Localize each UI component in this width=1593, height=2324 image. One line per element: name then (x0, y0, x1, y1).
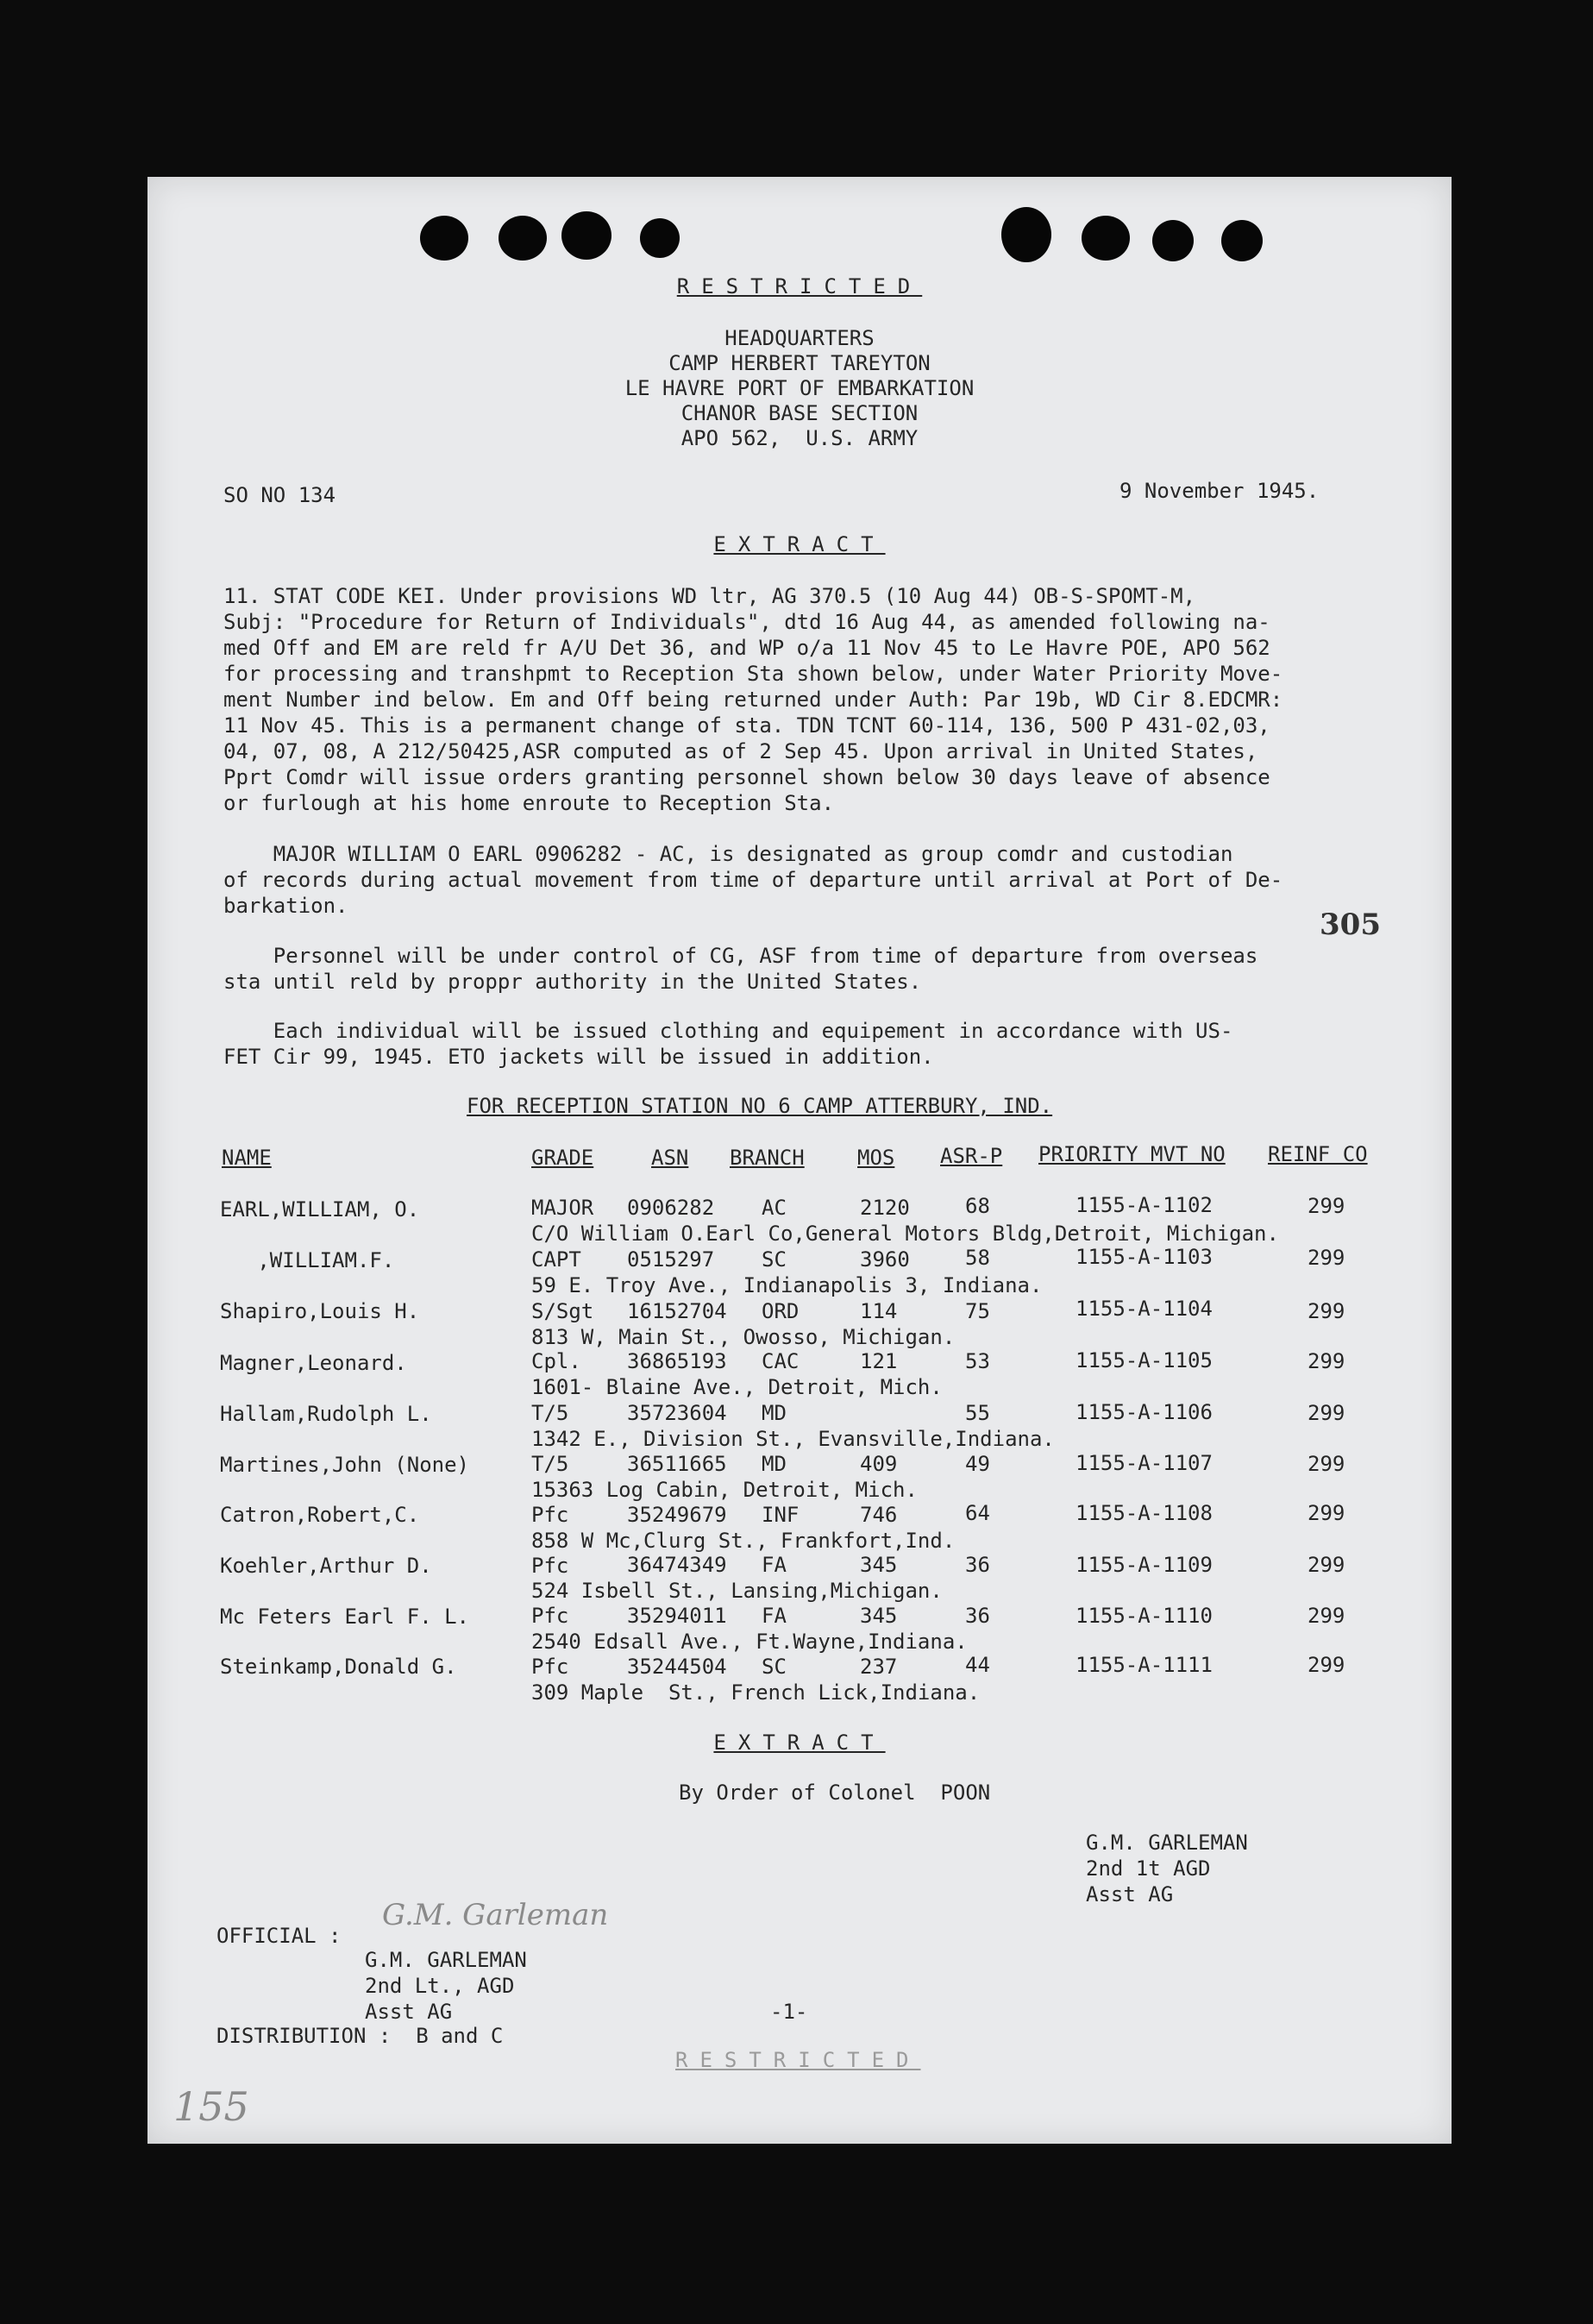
paragraph-line: for processing and transhpmt to Reception Sta shown below, under Water Priority Move- (223, 662, 1283, 686)
classification-bottom: RESTRICTED (675, 2048, 921, 2072)
official-line: 2nd Lt., AGD (365, 1974, 515, 1998)
punch-hole (1001, 207, 1051, 262)
cell-mos: 114 (860, 1299, 898, 1323)
cell-reinf: 299 (1308, 1604, 1345, 1628)
classification-top: RESTRICTED (676, 274, 923, 298)
punch-hole (1082, 216, 1130, 261)
cell-mos: 237 (860, 1655, 898, 1679)
official-line: G.M. GARLEMAN (365, 1948, 527, 1972)
punch-hole (1152, 220, 1194, 261)
hq-line: LE HAVRE PORT OF EMBARKATION (624, 376, 975, 400)
cell-address: 59 E. Troy Ave., Indianapolis 3, Indiana. (531, 1273, 1043, 1297)
cell-branch: FA (762, 1553, 787, 1577)
column-header: BRANCH (730, 1146, 805, 1170)
cell-grade: T/5 (531, 1401, 569, 1425)
cell-asn: 35249679 (627, 1503, 727, 1527)
cell-reinf: 299 (1308, 1653, 1345, 1677)
signer-line: Asst AG (1086, 1882, 1174, 1906)
by-order: By Order of Colonel POON (679, 1781, 991, 1805)
cell-branch: MD (762, 1452, 787, 1476)
punch-hole (499, 216, 547, 261)
cell-name: Steinkamp,Donald G. (220, 1655, 457, 1679)
punch-hole (640, 218, 680, 258)
cell-asr: 36 (965, 1604, 990, 1628)
cell-asr: 53 (965, 1349, 990, 1373)
cell-asr: 75 (965, 1299, 990, 1323)
cell-address: 15363 Log Cabin, Detroit, Mich. (531, 1478, 918, 1502)
cell-asn: 35244504 (627, 1655, 727, 1679)
cell-branch: INF (762, 1503, 800, 1527)
paragraph-line: med Off and EM are reld fr A/U Det 36, and WP o/a 11 Nov 45 to Le Havre POE, APO 562 (223, 636, 1270, 660)
paragraph-line: 11. STAT CODE KEI. Under provisions WD ltr, AG 370.5 (10 Aug 44) OB-S-SPOMT-M, (223, 584, 1196, 608)
reception-heading: FOR RECEPTION STATION NO 6 CAMP ATTERBURY, IND. (467, 1094, 1053, 1118)
cell-grade: MAJOR (531, 1196, 594, 1220)
cell-asn: 36865193 (627, 1349, 727, 1373)
cell-name: Mc Feters Earl F. L. (220, 1605, 469, 1629)
paragraph-line: Pprt Comdr will issue orders granting personnel shown below 30 days leave of absence (223, 765, 1270, 789)
cell-reinf: 299 (1308, 1246, 1345, 1270)
signer-line: 2nd 1t AGD (1086, 1856, 1211, 1881)
cell-address: 524 Isbell St., Lansing,Michigan. (531, 1579, 943, 1603)
paragraph-line: 11 Nov 45. This is a permanent change of sta. TDN TCNT 60-114, 136, 500 P 431-02,03, (223, 713, 1270, 738)
page-stamp-number: 305 (1320, 908, 1381, 942)
punch-hole (561, 211, 611, 260)
cell-mvt: 1155-A-1110 (1076, 1604, 1213, 1628)
extract-title: EXTRACT (713, 532, 886, 556)
cell-branch: SC (762, 1655, 787, 1679)
column-header: ASN (651, 1146, 689, 1170)
cell-mos: 746 (860, 1503, 898, 1527)
cell-reinf: 299 (1308, 1349, 1345, 1373)
order-date: 9 November 1945. (1119, 479, 1320, 503)
cell-mvt: 1155-A-1102 (1076, 1193, 1213, 1217)
paragraph-line: Personnel will be under control of CG, ASF from time of departure from overseas (223, 944, 1258, 968)
cell-branch: MD (762, 1401, 787, 1425)
punch-hole (420, 216, 468, 261)
cell-grade: CAPT (531, 1247, 581, 1272)
cell-reinf: 299 (1308, 1194, 1345, 1218)
cell-address: 813 W, Main St., Owosso, Michigan. (531, 1325, 956, 1349)
hq-line: CAMP HERBERT TAREYTON (668, 351, 931, 375)
cell-asn: 0515297 (627, 1247, 715, 1272)
cell-mvt: 1155-A-1108 (1076, 1501, 1213, 1525)
paragraph-line: FET Cir 99, 1945. ETO jackets will be issued in addition. (223, 1045, 934, 1069)
paragraph-line: MAJOR WILLIAM O EARL 0906282 - AC, is designated as group comdr and custodian (223, 842, 1233, 866)
cell-branch: SC (762, 1247, 787, 1272)
cell-grade: Pfc (531, 1604, 569, 1628)
paragraph-line: of records during actual movement from time of departure until arrival at Port of De- (223, 868, 1283, 892)
cell-address: 309 Maple St., French Lick,Indiana. (531, 1680, 981, 1705)
cell-name: Hallam,Rudolph L. (220, 1402, 432, 1426)
cell-grade: Pfc (531, 1655, 569, 1679)
page-number: -1- (770, 2000, 808, 2024)
paragraph-line: Each individual will be issued clothing and equipement in accordance with US- (223, 1019, 1233, 1043)
column-header: MOS (857, 1146, 895, 1170)
cell-mvt: 1155-A-1111 (1076, 1653, 1213, 1677)
cell-grade: T/5 (531, 1452, 569, 1476)
column-header: PRIORITY MVT NO (1038, 1142, 1226, 1166)
cell-reinf: 299 (1308, 1401, 1345, 1425)
cell-mos: 2120 (860, 1196, 910, 1220)
official-line: Asst AG (365, 2000, 453, 2024)
cell-grade: Pfc (531, 1554, 569, 1578)
cell-mvt: 1155-A-1104 (1076, 1297, 1213, 1321)
cell-reinf: 299 (1308, 1553, 1345, 1577)
hq-line: CHANOR BASE SECTION (680, 401, 919, 425)
cell-mos: 3960 (860, 1247, 910, 1272)
cell-address: 858 W Mc,Clurg St., Frankfort,Ind. (531, 1529, 956, 1553)
column-header: REINF CO (1268, 1142, 1368, 1166)
cell-branch: CAC (762, 1349, 800, 1373)
cell-asr: 58 (965, 1246, 990, 1270)
cell-mvt: 1155-A-1109 (1076, 1553, 1213, 1577)
cell-asn: 35723604 (627, 1401, 727, 1425)
cell-asr: 36 (965, 1553, 990, 1577)
cell-mos: 409 (860, 1452, 898, 1476)
cell-asr: 44 (965, 1653, 990, 1677)
cell-mos: 345 (860, 1604, 898, 1628)
cell-asr: 55 (965, 1401, 990, 1425)
cell-reinf: 299 (1308, 1452, 1345, 1476)
cell-address: 1342 E., Division St., Evansville,Indiana. (531, 1427, 1055, 1451)
paragraph-line: 04, 07, 08, A 212/50425,ASR computed as of 2 Sep 45. Upon arrival in United States, (223, 739, 1258, 763)
cell-asn: 16152704 (627, 1299, 727, 1323)
cell-mos: 345 (860, 1553, 898, 1577)
cell-mvt: 1155-A-1105 (1076, 1348, 1213, 1372)
cell-name: EARL,WILLIAM, O. (220, 1197, 420, 1222)
cell-reinf: 299 (1308, 1299, 1345, 1323)
hq-line: HEADQUARTERS (724, 326, 875, 350)
cell-branch: ORD (762, 1299, 800, 1323)
cell-grade: Cpl. (531, 1349, 581, 1373)
cell-asr: 64 (965, 1501, 990, 1525)
punch-hole (1221, 220, 1263, 261)
cell-asr: 49 (965, 1452, 990, 1476)
cell-name: Magner,Leonard. (220, 1351, 407, 1375)
cell-name: Shapiro,Louis H. (220, 1299, 420, 1323)
cell-name: Martines,John (None) (220, 1453, 469, 1477)
column-header: NAME (222, 1146, 272, 1170)
cell-address: 2540 Edsall Ave., Ft.Wayne,Indiana. (531, 1630, 968, 1654)
cell-asn: 36511665 (627, 1452, 727, 1476)
signer-line: G.M. GARLEMAN (1086, 1831, 1248, 1855)
hq-line: APO 562, U.S. ARMY (680, 426, 919, 450)
cell-mos: 121 (860, 1349, 898, 1373)
cell-mvt: 1155-A-1107 (1076, 1451, 1213, 1475)
cell-name: Catron,Robert,C. (220, 1503, 420, 1527)
paragraph-line: sta until reld by proppr authority in the United States. (223, 970, 922, 994)
cell-name: ,WILLIAM.F. (220, 1248, 395, 1272)
paragraph-line: or furlough at his home enroute to Reception Sta. (223, 791, 835, 815)
cell-address: C/O William O.Earl Co,General Motors Bldg,Detroit, Michigan. (531, 1222, 1279, 1246)
cell-asn: 36474349 (627, 1553, 727, 1577)
cell-address: 1601- Blaine Ave., Detroit, Mich. (531, 1375, 943, 1399)
distribution: DISTRIBUTION : B and C (216, 2024, 504, 2048)
cell-mvt: 1155-A-1103 (1076, 1245, 1213, 1269)
paragraph-line: barkation. (223, 894, 348, 918)
cell-mvt: 1155-A-1106 (1076, 1400, 1213, 1424)
handwritten-number: 155 (173, 2083, 249, 2130)
official-signature: G.M. Garleman (382, 1898, 609, 1932)
cell-name: Koehler,Arthur D. (220, 1554, 432, 1578)
cell-branch: AC (762, 1196, 787, 1220)
cell-grade: S/Sgt (531, 1299, 594, 1323)
cell-asr: 68 (965, 1194, 990, 1218)
paragraph-line: ment Number ind below. Em and Off being returned under Auth: Par 19b, WD Cir 8.EDCMR: (223, 688, 1283, 712)
so-number: SO NO 134 (223, 483, 336, 507)
cell-asn: 0906282 (627, 1196, 715, 1220)
column-header: GRADE (531, 1146, 594, 1170)
official-label: OFFICIAL : (216, 1924, 342, 1948)
column-header: ASR-P (940, 1144, 1003, 1168)
document-page (147, 177, 1452, 2144)
paragraph-line: Subj: "Procedure for Return of Individuals", dtd 16 Aug 44, as amended following na- (223, 610, 1270, 634)
extract-footer-title: EXTRACT (713, 1730, 886, 1755)
cell-branch: FA (762, 1604, 787, 1628)
cell-grade: Pfc (531, 1503, 569, 1527)
cell-reinf: 299 (1308, 1501, 1345, 1525)
cell-asn: 35294011 (627, 1604, 727, 1628)
